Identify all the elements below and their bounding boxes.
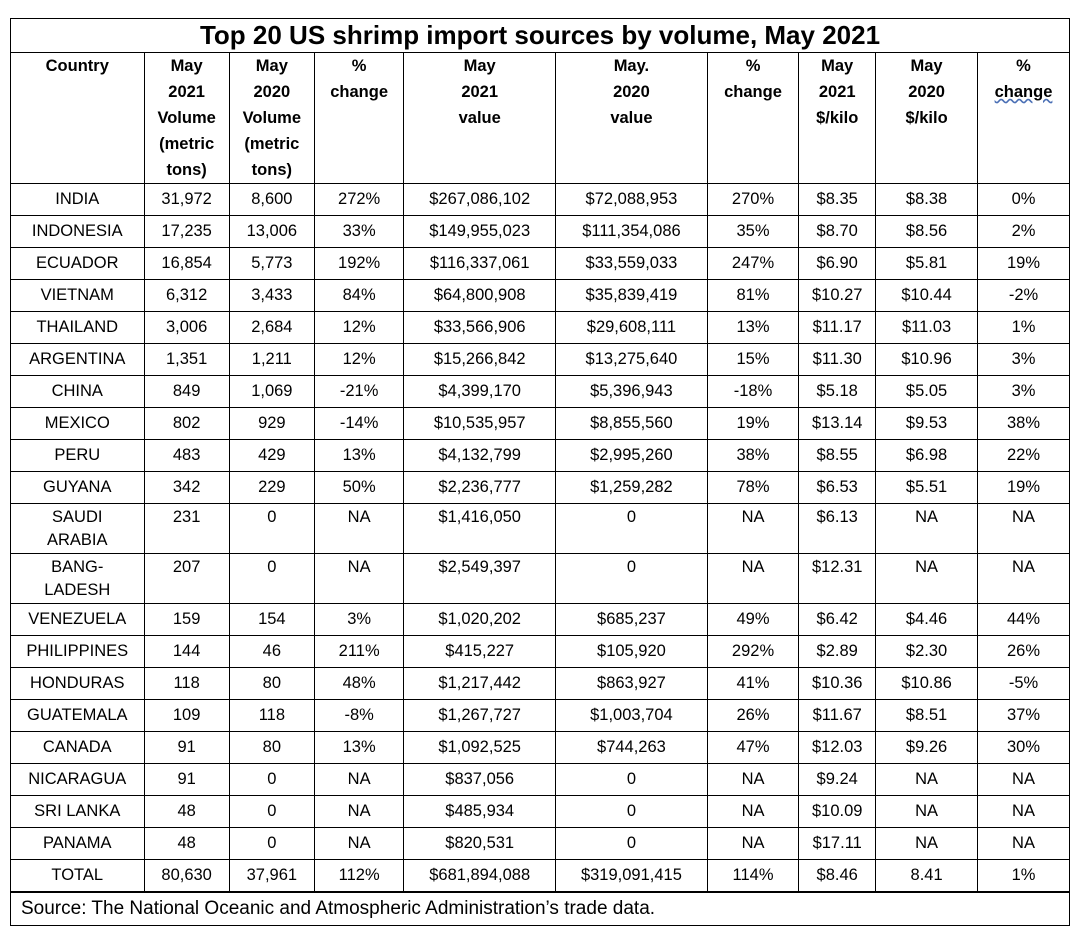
value-cell: $319,091,415 bbox=[556, 860, 708, 892]
header-line: May. bbox=[613, 57, 650, 75]
value-cell: 3,433 bbox=[229, 280, 314, 312]
value-cell: $10.27 bbox=[799, 280, 876, 312]
table-row bbox=[11, 312, 1069, 344]
table-row bbox=[11, 668, 1069, 700]
value-cell: 1% bbox=[978, 312, 1070, 344]
value-cell: $8.56 bbox=[876, 216, 978, 248]
value-cell: -2% bbox=[978, 280, 1070, 312]
value-cell: $33,566,906 bbox=[404, 312, 556, 344]
column-header-may-2020-price bbox=[876, 53, 978, 184]
value-cell: 46 bbox=[229, 636, 314, 668]
value-cell: 2,684 bbox=[229, 312, 314, 344]
value-cell: $744,263 bbox=[556, 732, 708, 764]
value-cell: $6.42 bbox=[799, 604, 876, 636]
value-cell: $8.46 bbox=[799, 860, 876, 892]
header-line: change bbox=[724, 83, 782, 101]
value-cell: NA bbox=[314, 796, 403, 828]
country-cell: PHILIPPINES bbox=[11, 636, 144, 668]
value-cell: $267,086,102 bbox=[404, 184, 556, 216]
value-cell: 48 bbox=[144, 828, 229, 860]
value-cell: $8.38 bbox=[876, 184, 978, 216]
value-cell: 91 bbox=[144, 732, 229, 764]
value-cell: NA bbox=[978, 796, 1070, 828]
value-cell: 114% bbox=[707, 860, 798, 892]
value-cell: $1,020,202 bbox=[404, 604, 556, 636]
header-line: 2020 bbox=[613, 83, 650, 101]
value-cell: 38% bbox=[978, 408, 1070, 440]
header-row bbox=[11, 53, 1069, 184]
value-cell: 0 bbox=[556, 828, 708, 860]
country-cell: NICARAGUA bbox=[11, 764, 144, 796]
value-cell: $11.30 bbox=[799, 344, 876, 376]
value-cell: 802 bbox=[144, 408, 229, 440]
value-cell: $10.96 bbox=[876, 344, 978, 376]
country-cell: HONDURAS bbox=[11, 668, 144, 700]
value-cell: 3,006 bbox=[144, 312, 229, 344]
value-cell: $12.31 bbox=[799, 554, 876, 604]
value-cell: 0 bbox=[556, 504, 708, 554]
country-cell: TOTAL bbox=[11, 860, 144, 892]
country-cell: PERU bbox=[11, 440, 144, 472]
value-cell: 0 bbox=[229, 764, 314, 796]
value-cell: $33,559,033 bbox=[556, 248, 708, 280]
value-cell: 6,312 bbox=[144, 280, 229, 312]
value-cell: $485,934 bbox=[404, 796, 556, 828]
table-row bbox=[11, 440, 1069, 472]
value-cell: $15,266,842 bbox=[404, 344, 556, 376]
value-cell: 144 bbox=[144, 636, 229, 668]
value-cell: $863,927 bbox=[556, 668, 708, 700]
header-line: $/kilo bbox=[905, 109, 948, 127]
value-cell: -5% bbox=[978, 668, 1070, 700]
value-cell: 78% bbox=[707, 472, 798, 504]
country-cell: PANAMA bbox=[11, 828, 144, 860]
value-cell: 247% bbox=[707, 248, 798, 280]
header-line: value bbox=[458, 109, 501, 127]
value-cell: 3% bbox=[314, 604, 403, 636]
value-cell: $149,955,023 bbox=[404, 216, 556, 248]
value-cell: $2.89 bbox=[799, 636, 876, 668]
header-line: tons) bbox=[251, 161, 292, 179]
value-cell: $13,275,640 bbox=[556, 344, 708, 376]
value-cell: 292% bbox=[707, 636, 798, 668]
value-cell: $1,092,525 bbox=[404, 732, 556, 764]
value-cell: 159 bbox=[144, 604, 229, 636]
value-cell: NA bbox=[707, 764, 798, 796]
value-cell: 0 bbox=[556, 796, 708, 828]
header-line: tons) bbox=[166, 161, 207, 179]
table-row bbox=[11, 732, 1069, 764]
value-cell: $1,259,282 bbox=[556, 472, 708, 504]
value-cell: 270% bbox=[707, 184, 798, 216]
value-cell: 30% bbox=[978, 732, 1070, 764]
value-cell: $4.46 bbox=[876, 604, 978, 636]
value-cell: $29,608,111 bbox=[556, 312, 708, 344]
value-cell: 0 bbox=[229, 796, 314, 828]
value-cell: 929 bbox=[229, 408, 314, 440]
value-cell: $64,800,908 bbox=[404, 280, 556, 312]
value-cell: $10,535,957 bbox=[404, 408, 556, 440]
value-cell: 207 bbox=[144, 554, 229, 604]
value-cell: $17.11 bbox=[799, 828, 876, 860]
header-line: % bbox=[351, 57, 367, 75]
value-cell: 3% bbox=[978, 376, 1070, 408]
value-cell: 0% bbox=[978, 184, 1070, 216]
value-cell: 0 bbox=[229, 828, 314, 860]
value-cell: NA bbox=[876, 796, 978, 828]
value-cell: 84% bbox=[314, 280, 403, 312]
header-line: 2021 bbox=[168, 83, 205, 101]
country-cell: VIETNAM bbox=[11, 280, 144, 312]
value-cell: $9.26 bbox=[876, 732, 978, 764]
value-cell: $1,267,727 bbox=[404, 700, 556, 732]
source-note: Source: The National Oceanic and Atmospheric Administration’s trade data. bbox=[11, 892, 1069, 925]
value-cell: 342 bbox=[144, 472, 229, 504]
column-header-may-2021-value bbox=[404, 53, 556, 184]
value-cell: 17,235 bbox=[144, 216, 229, 248]
value-cell: -8% bbox=[314, 700, 403, 732]
table-title: Top 20 US shrimp import sources by volume, May 2021 bbox=[11, 19, 1069, 53]
value-cell: 0 bbox=[229, 504, 314, 554]
header-line: value bbox=[610, 109, 653, 127]
value-cell: $105,920 bbox=[556, 636, 708, 668]
header-line: 2020 bbox=[908, 83, 945, 101]
header-line: 2021 bbox=[461, 83, 499, 101]
table-row bbox=[11, 796, 1069, 828]
table-row bbox=[11, 554, 1069, 604]
value-cell: NA bbox=[707, 554, 798, 604]
value-cell: 22% bbox=[978, 440, 1070, 472]
value-cell: NA bbox=[978, 504, 1070, 554]
table-row bbox=[11, 604, 1069, 636]
value-cell: 19% bbox=[707, 408, 798, 440]
value-cell: 229 bbox=[229, 472, 314, 504]
value-cell: -21% bbox=[314, 376, 403, 408]
value-cell: 16,854 bbox=[144, 248, 229, 280]
value-cell: 1,351 bbox=[144, 344, 229, 376]
column-header-country bbox=[11, 53, 144, 184]
value-cell: NA bbox=[978, 764, 1070, 796]
value-cell: $8.55 bbox=[799, 440, 876, 472]
value-cell: 81% bbox=[707, 280, 798, 312]
value-cell: 13% bbox=[707, 312, 798, 344]
table-row bbox=[11, 184, 1069, 216]
header-line: May bbox=[255, 57, 288, 75]
table-row bbox=[11, 376, 1069, 408]
value-cell: 13,006 bbox=[229, 216, 314, 248]
header-line: (metric bbox=[159, 135, 215, 153]
value-cell: 26% bbox=[707, 700, 798, 732]
column-header-may-2020-value bbox=[556, 53, 708, 184]
header-line: Volume bbox=[157, 109, 216, 127]
table-row bbox=[11, 700, 1069, 732]
table-row bbox=[11, 636, 1069, 668]
value-cell: 112% bbox=[314, 860, 403, 892]
value-cell: NA bbox=[876, 764, 978, 796]
value-cell: $10.36 bbox=[799, 668, 876, 700]
value-cell: $6.90 bbox=[799, 248, 876, 280]
value-cell: $4,399,170 bbox=[404, 376, 556, 408]
column-header-value-pct-change bbox=[707, 53, 798, 184]
header-line: May bbox=[821, 57, 854, 75]
value-cell: $10.86 bbox=[876, 668, 978, 700]
value-cell: 19% bbox=[978, 472, 1070, 504]
value-cell: $1,003,704 bbox=[556, 700, 708, 732]
value-cell: NA bbox=[707, 828, 798, 860]
value-cell: 91 bbox=[144, 764, 229, 796]
value-cell: $10.09 bbox=[799, 796, 876, 828]
table-row bbox=[11, 216, 1069, 248]
country-cell: INDIA bbox=[11, 184, 144, 216]
value-cell: 80 bbox=[229, 732, 314, 764]
value-cell: 26% bbox=[978, 636, 1070, 668]
value-cell: $111,354,086 bbox=[556, 216, 708, 248]
column-header-may-2021-volume bbox=[144, 53, 229, 184]
value-cell: $11.67 bbox=[799, 700, 876, 732]
value-cell: 15% bbox=[707, 344, 798, 376]
value-cell: 37,961 bbox=[229, 860, 314, 892]
value-cell: 0 bbox=[229, 554, 314, 604]
value-cell: 35% bbox=[707, 216, 798, 248]
value-cell: 13% bbox=[314, 732, 403, 764]
table-row bbox=[11, 408, 1069, 440]
value-cell: $9.24 bbox=[799, 764, 876, 796]
value-cell: 19% bbox=[978, 248, 1070, 280]
value-cell: 2% bbox=[978, 216, 1070, 248]
value-cell: 48% bbox=[314, 668, 403, 700]
value-cell: $2.30 bbox=[876, 636, 978, 668]
header-line: May bbox=[910, 57, 943, 75]
value-cell: $116,337,061 bbox=[404, 248, 556, 280]
value-cell: NA bbox=[314, 764, 403, 796]
shrimp-import-table-sheet bbox=[10, 18, 1070, 926]
value-cell: 47% bbox=[707, 732, 798, 764]
value-cell: 5,773 bbox=[229, 248, 314, 280]
value-cell: $9.53 bbox=[876, 408, 978, 440]
value-cell: $8.51 bbox=[876, 700, 978, 732]
value-cell: $8.35 bbox=[799, 184, 876, 216]
value-cell: $72,088,953 bbox=[556, 184, 708, 216]
value-cell: 118 bbox=[229, 700, 314, 732]
value-cell: $837,056 bbox=[404, 764, 556, 796]
header-line: % bbox=[1016, 57, 1031, 75]
table-row bbox=[11, 764, 1069, 796]
value-cell: NA bbox=[707, 796, 798, 828]
header-line: $/kilo bbox=[816, 109, 859, 127]
value-cell: 429 bbox=[229, 440, 314, 472]
value-cell: NA bbox=[978, 554, 1070, 604]
value-cell: -14% bbox=[314, 408, 403, 440]
value-cell: NA bbox=[314, 828, 403, 860]
value-cell: 31,972 bbox=[144, 184, 229, 216]
value-cell: $11.03 bbox=[876, 312, 978, 344]
value-cell: 12% bbox=[314, 312, 403, 344]
country-cell: SRI LANKA bbox=[11, 796, 144, 828]
country-cell: ECUADOR bbox=[11, 248, 144, 280]
value-cell: $13.14 bbox=[799, 408, 876, 440]
value-cell: 0 bbox=[556, 554, 708, 604]
value-cell: 483 bbox=[144, 440, 229, 472]
header-line: Country bbox=[45, 57, 109, 75]
value-cell: $6.53 bbox=[799, 472, 876, 504]
value-cell: $820,531 bbox=[404, 828, 556, 860]
value-cell: -18% bbox=[707, 376, 798, 408]
header-line: % bbox=[745, 57, 761, 75]
table-row bbox=[11, 828, 1069, 860]
value-cell: 1% bbox=[978, 860, 1070, 892]
value-cell: $6.13 bbox=[799, 504, 876, 554]
country-cell: VENEZUELA bbox=[11, 604, 144, 636]
value-cell: 8,600 bbox=[229, 184, 314, 216]
header-line: (metric bbox=[244, 135, 300, 153]
value-cell: 8.41 bbox=[876, 860, 978, 892]
value-cell: 1,211 bbox=[229, 344, 314, 376]
table-row bbox=[11, 248, 1069, 280]
value-cell: $5.51 bbox=[876, 472, 978, 504]
value-cell: 33% bbox=[314, 216, 403, 248]
value-cell: 13% bbox=[314, 440, 403, 472]
value-cell: $681,894,088 bbox=[404, 860, 556, 892]
value-cell: $12.03 bbox=[799, 732, 876, 764]
header-line: 2020 bbox=[253, 83, 291, 101]
country-cell: BANG- LADESH bbox=[11, 554, 144, 604]
value-cell: 849 bbox=[144, 376, 229, 408]
column-header-may-2020-volume bbox=[229, 53, 314, 184]
value-cell: 154 bbox=[229, 604, 314, 636]
value-cell: 49% bbox=[707, 604, 798, 636]
value-cell: 211% bbox=[314, 636, 403, 668]
value-cell: 44% bbox=[978, 604, 1070, 636]
value-cell: $10.44 bbox=[876, 280, 978, 312]
value-cell: 41% bbox=[707, 668, 798, 700]
value-cell: 109 bbox=[144, 700, 229, 732]
value-cell: $5.05 bbox=[876, 376, 978, 408]
value-cell: $2,236,777 bbox=[404, 472, 556, 504]
table-row bbox=[11, 472, 1069, 504]
country-cell: SAUDI ARABIA bbox=[11, 504, 144, 554]
header-line: change bbox=[330, 83, 389, 101]
value-cell: NA bbox=[978, 828, 1070, 860]
value-cell: 192% bbox=[314, 248, 403, 280]
value-cell: $1,416,050 bbox=[404, 504, 556, 554]
country-cell: MEXICO bbox=[11, 408, 144, 440]
total-row bbox=[11, 860, 1069, 892]
value-cell: 3% bbox=[978, 344, 1070, 376]
value-cell: $685,237 bbox=[556, 604, 708, 636]
value-cell: $2,995,260 bbox=[556, 440, 708, 472]
value-cell: NA bbox=[876, 554, 978, 604]
column-header-price-pct-change bbox=[978, 53, 1070, 184]
value-cell: $8,855,560 bbox=[556, 408, 708, 440]
column-header-may-2021-price bbox=[799, 53, 876, 184]
value-cell: $35,839,419 bbox=[556, 280, 708, 312]
header-line: May bbox=[170, 57, 203, 75]
value-cell: NA bbox=[876, 828, 978, 860]
value-cell: 118 bbox=[144, 668, 229, 700]
table-row bbox=[11, 344, 1069, 376]
value-cell: NA bbox=[314, 554, 403, 604]
value-cell: 0 bbox=[556, 764, 708, 796]
value-cell: $415,227 bbox=[404, 636, 556, 668]
table-row bbox=[11, 504, 1069, 554]
country-cell: GUATEMALA bbox=[11, 700, 144, 732]
header-line: 2021 bbox=[818, 83, 856, 101]
value-cell: $5.81 bbox=[876, 248, 978, 280]
value-cell: 50% bbox=[314, 472, 403, 504]
header-line: Volume bbox=[242, 109, 302, 127]
value-cell: 37% bbox=[978, 700, 1070, 732]
value-cell: $8.70 bbox=[799, 216, 876, 248]
value-cell: $6.98 bbox=[876, 440, 978, 472]
value-cell: $11.17 bbox=[799, 312, 876, 344]
country-cell: GUYANA bbox=[11, 472, 144, 504]
value-cell: 231 bbox=[144, 504, 229, 554]
value-cell: 12% bbox=[314, 344, 403, 376]
country-cell: THAILAND bbox=[11, 312, 144, 344]
country-cell: INDONESIA bbox=[11, 216, 144, 248]
value-cell: 1,069 bbox=[229, 376, 314, 408]
value-cell: NA bbox=[707, 504, 798, 554]
country-cell: CANADA bbox=[11, 732, 144, 764]
table-body bbox=[11, 184, 1069, 892]
value-cell: NA bbox=[876, 504, 978, 554]
value-cell: $4,132,799 bbox=[404, 440, 556, 472]
value-cell: 80,630 bbox=[144, 860, 229, 892]
value-cell: 38% bbox=[707, 440, 798, 472]
value-cell: $5,396,943 bbox=[556, 376, 708, 408]
value-cell: 48 bbox=[144, 796, 229, 828]
value-cell: 272% bbox=[314, 184, 403, 216]
value-cell: 80 bbox=[229, 668, 314, 700]
value-cell: $2,549,397 bbox=[404, 554, 556, 604]
country-cell: CHINA bbox=[11, 376, 144, 408]
value-cell: $1,217,442 bbox=[404, 668, 556, 700]
import-table bbox=[11, 53, 1069, 892]
column-header-volume-pct-change bbox=[314, 53, 403, 184]
value-cell: NA bbox=[314, 504, 403, 554]
header-line: change bbox=[994, 83, 1053, 101]
country-cell: ARGENTINA bbox=[11, 344, 144, 376]
value-cell: $5.18 bbox=[799, 376, 876, 408]
header-line: May bbox=[463, 57, 496, 75]
table-row bbox=[11, 280, 1069, 312]
